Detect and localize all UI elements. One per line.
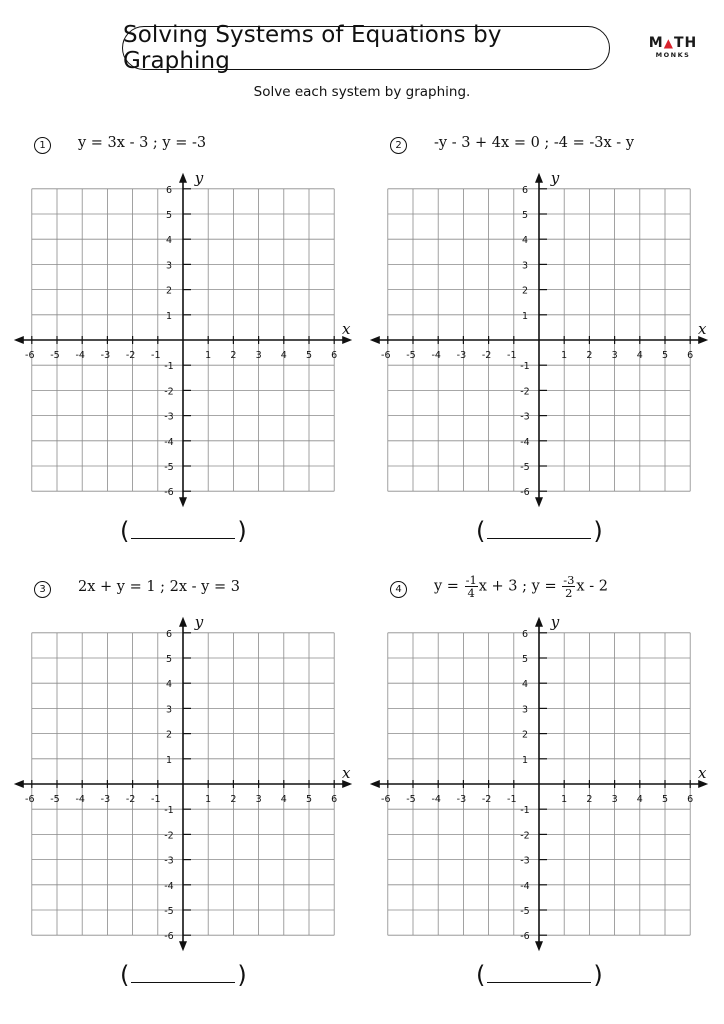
y-tick-label-4: -6: [520, 931, 530, 943]
y-tick-label-3: 3: [165, 704, 173, 716]
x-tick-label-4: 2: [586, 794, 593, 805]
x-tick-label-3: -6: [25, 794, 35, 805]
x-tick-label-1: -3: [100, 350, 111, 361]
y-tick-label-2: 2: [521, 285, 529, 297]
x-axis-label-4: x: [697, 764, 707, 782]
x-axis-label-1: x: [341, 320, 351, 338]
y-tick-label-1: -4: [164, 436, 174, 448]
y-tick-label-4: 4: [521, 679, 529, 691]
x-tick-label-2: -3: [456, 350, 467, 361]
y-tick-label-1: -3: [164, 411, 174, 423]
x-axis-arrow-left-icon: [370, 336, 380, 344]
y-tick-label-4: -3: [520, 855, 530, 867]
x-tick-label-2: 5: [661, 350, 669, 361]
fraction-neg-one-fourth: $\frac{-1}{4}$: [465, 573, 477, 600]
x-tick-label-4: 3: [611, 794, 618, 805]
y-tick-label-3: -5: [164, 906, 174, 917]
y-tick-label-1: 6: [165, 184, 173, 196]
instruction-text: Solve each system by graphing.: [253, 84, 471, 100]
y-tick-label-3: 2: [165, 729, 173, 741]
x-tick-label-2: -4: [431, 350, 441, 361]
y-tick-label-2: 1: [521, 310, 529, 322]
x-tick-label-3: -2: [125, 794, 136, 805]
x-tick-label-3: -5: [50, 794, 60, 805]
y-tick-label-2: 5: [521, 210, 529, 221]
x-tick-label-4: -6: [381, 794, 391, 805]
x-tick-label-2: 3: [611, 350, 618, 361]
y-tick-label-1: 3: [165, 260, 173, 272]
y-axis-label-3: y: [194, 612, 204, 631]
y-tick-label-3: -2: [164, 830, 174, 842]
y-axis-label-2: y: [550, 168, 560, 187]
x-tick-label-1: -6: [25, 350, 35, 361]
y-tick-label-4: 6: [521, 628, 529, 640]
x-tick-label-4: 5: [661, 794, 669, 805]
x-tick-label-1: -4: [75, 350, 85, 361]
y-axis-arrow-up-icon: [535, 173, 543, 183]
x-tick-label-4: -2: [481, 794, 492, 805]
y-axis-arrow-up-icon: [535, 617, 543, 627]
y-tick-label-3: -3: [164, 855, 174, 867]
y-tick-label-3: 5: [165, 654, 173, 665]
x-tick-label-3: 5: [305, 794, 313, 805]
y-tick-label-2: -4: [520, 436, 530, 448]
y-tick-label-1: 5: [165, 210, 173, 221]
y-tick-label-4: 1: [521, 754, 529, 766]
y-tick-label-3: 4: [165, 679, 173, 691]
y-axis-label-1: y: [194, 168, 204, 187]
problem-number-1: 1: [34, 137, 51, 154]
x-tick-label-1: -5: [50, 350, 60, 361]
answer-blank-2[interactable]: ( ): [476, 517, 603, 545]
x-tick-label-4: -5: [406, 794, 416, 805]
y-tick-label-4: -5: [520, 906, 530, 917]
x-tick-label-2: 2: [586, 350, 593, 361]
problem-number-2: 2: [390, 137, 407, 154]
y-tick-label-1: -1: [164, 361, 174, 373]
y-tick-label-3: -6: [164, 931, 174, 943]
y-tick-label-2: -6: [520, 487, 530, 499]
x-axis-label-2: x: [697, 320, 707, 338]
x-tick-label-3: -3: [100, 794, 111, 805]
x-tick-label-3: 6: [331, 794, 338, 805]
problem-equation-1: y = 3x - 3 ; y = -3: [78, 135, 207, 151]
y-tick-label-2: -5: [520, 462, 530, 473]
answer-blank-1[interactable]: ( ): [120, 517, 247, 545]
y-tick-label-2: -1: [520, 361, 530, 373]
y-tick-label-4: 3: [521, 704, 529, 716]
x-tick-label-2: 6: [687, 350, 694, 361]
y-tick-label-4: -4: [520, 880, 530, 892]
y-tick-label-1: -6: [164, 487, 174, 499]
x-tick-label-4: -4: [431, 794, 441, 805]
x-tick-label-3: 1: [205, 794, 212, 805]
y-tick-label-3: -1: [164, 805, 174, 817]
problem-equation-4: y = $\frac{-1}{4}$ x + 3 ; y = $\frac{-3}{2}$ x - 2: [434, 573, 608, 600]
x-tick-label-1: 5: [305, 350, 313, 361]
x-tick-label-2: -6: [381, 350, 391, 361]
y-tick-label-2: 3: [521, 260, 529, 272]
x-axis-label-3: x: [341, 764, 351, 782]
x-tick-label-1: 3: [255, 350, 262, 361]
triangle-icon: ▲: [663, 36, 674, 50]
x-tick-label-2: 1: [561, 350, 568, 361]
x-tick-label-4: 4: [636, 794, 643, 805]
x-tick-label-3: 4: [280, 794, 287, 805]
y-tick-label-1: 2: [165, 285, 173, 297]
y-tick-label-2: 6: [521, 184, 529, 196]
answer-blank-3[interactable]: ( ): [120, 961, 247, 989]
answer-blank-4[interactable]: ( ): [476, 961, 603, 989]
x-tick-label-1: 1: [205, 350, 212, 361]
x-axis-arrow-left-icon: [370, 780, 380, 788]
y-axis-arrow-down-icon: [179, 941, 187, 951]
problem-number-3: 3: [34, 581, 51, 598]
x-tick-label-3: -1: [151, 794, 161, 805]
y-tick-label-4: 5: [521, 654, 529, 665]
problem-equation-3: 2x + y = 1 ; 2x - y = 3: [78, 579, 240, 595]
x-tick-label-3: 2: [230, 794, 237, 805]
y-axis-arrow-down-icon: [179, 497, 187, 507]
x-tick-label-1: 4: [280, 350, 287, 361]
x-tick-label-1: 2: [230, 350, 237, 361]
y-tick-label-1: 4: [165, 235, 173, 247]
x-tick-label-3: 3: [255, 794, 262, 805]
x-tick-label-4: 6: [687, 794, 694, 805]
x-tick-label-4: -1: [507, 794, 517, 805]
y-tick-label-4: -1: [520, 805, 530, 817]
y-tick-label-3: 1: [165, 754, 173, 766]
x-tick-label-2: -5: [406, 350, 416, 361]
y-tick-label-3: 6: [165, 628, 173, 640]
y-axis-label-4: y: [550, 612, 560, 631]
x-tick-label-1: -2: [125, 350, 136, 361]
x-tick-label-1: 6: [331, 350, 338, 361]
y-tick-label-4: -2: [520, 830, 530, 842]
x-tick-label-2: 4: [636, 350, 643, 361]
fraction-neg-three-halves: $\frac{-3}{2}$: [563, 573, 575, 600]
math-monks-logo: M▲TH MONKS: [648, 35, 698, 59]
problem-number-4: 4: [390, 581, 407, 598]
y-tick-label-2: -2: [520, 386, 530, 398]
problem-equation-2: -y - 3 + 4x = 0 ; -4 = -3x - y: [434, 135, 635, 151]
x-tick-label-4: -3: [456, 794, 467, 805]
y-tick-label-3: -4: [164, 880, 174, 892]
x-tick-label-3: -4: [75, 794, 85, 805]
page-title: Solving Systems of Equations by Graphing: [122, 26, 610, 70]
y-tick-label-4: 2: [521, 729, 529, 741]
y-axis-arrow-down-icon: [535, 941, 543, 951]
y-tick-label-1: 1: [165, 310, 173, 322]
y-tick-label-1: -2: [164, 386, 174, 398]
x-tick-label-1: -1: [151, 350, 161, 361]
x-axis-arrow-left-icon: [14, 336, 24, 344]
y-tick-label-2: 4: [521, 235, 529, 247]
y-axis-arrow-up-icon: [179, 617, 187, 627]
x-tick-label-2: -2: [481, 350, 492, 361]
y-axis-arrow-down-icon: [535, 497, 543, 507]
x-tick-label-4: 1: [561, 794, 568, 805]
x-axis-arrow-left-icon: [14, 780, 24, 788]
x-tick-label-2: -1: [507, 350, 517, 361]
y-axis-arrow-up-icon: [179, 173, 187, 183]
y-tick-label-1: -5: [164, 462, 174, 473]
y-tick-label-2: -3: [520, 411, 530, 423]
